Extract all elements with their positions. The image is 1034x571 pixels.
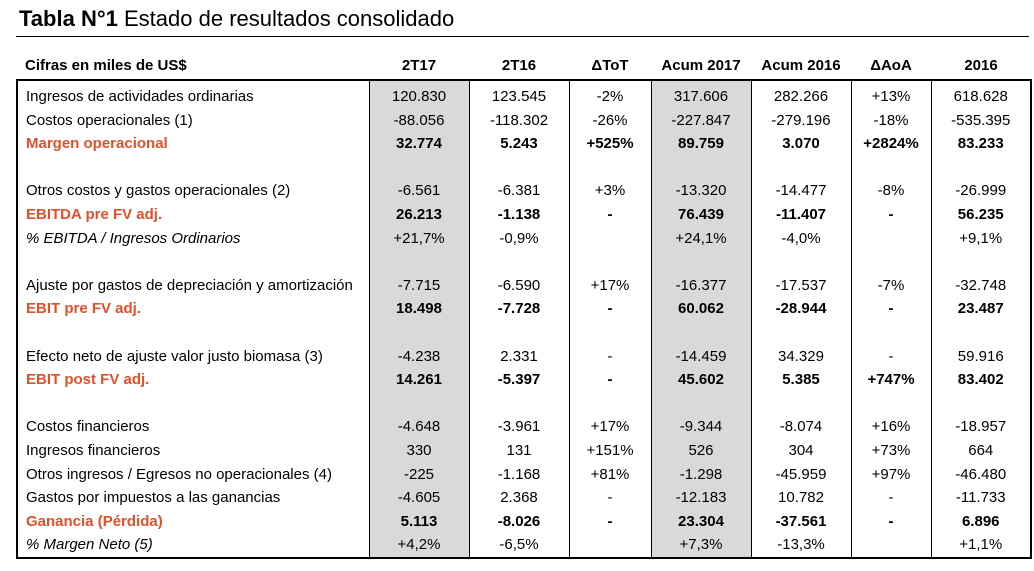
table-row (17, 80, 1031, 109)
cell-value: +21,7% (369, 227, 469, 251)
cell-value (751, 392, 851, 416)
cell-value (851, 533, 931, 558)
table-row (17, 439, 1031, 463)
table-row (17, 203, 1031, 227)
cell-value: -14.459 (651, 345, 751, 369)
cell-value: 23.304 (651, 510, 751, 534)
cell-value (851, 250, 931, 274)
cell-value: -7% (851, 274, 931, 298)
cell-value: 5.113 (369, 510, 469, 534)
cell-value: -4,0% (751, 227, 851, 251)
cell-value (469, 250, 569, 274)
cell-value: -37.561 (751, 510, 851, 534)
cell-value: -4.605 (369, 486, 469, 510)
cell-value: +73% (851, 439, 931, 463)
cell-value: 18.498 (369, 297, 469, 321)
cell-value: -8.026 (469, 510, 569, 534)
row-label: Margen operacional (17, 132, 369, 156)
cell-value: -17.537 (751, 274, 851, 298)
table-title (19, 6, 454, 32)
row-label (17, 250, 369, 274)
table-row (17, 510, 1031, 534)
cell-value: -88.056 (369, 109, 469, 133)
table-row (17, 345, 1031, 369)
cell-value: -32.748 (931, 274, 1031, 298)
cell-value: 304 (751, 439, 851, 463)
table-row (17, 227, 1031, 251)
row-label: EBIT post FV adj. (17, 368, 369, 392)
cell-value: 3.070 (751, 132, 851, 156)
cell-value: - (569, 510, 651, 534)
cell-value: -28.944 (751, 297, 851, 321)
cell-value: 2.368 (469, 486, 569, 510)
table-row (17, 533, 1031, 558)
cell-value (651, 392, 751, 416)
header-2t16: 2T16 (469, 52, 569, 80)
cell-value: 45.602 (651, 368, 751, 392)
row-label: Otros ingresos / Egresos no operacionales (4) (17, 463, 369, 487)
cell-value: -279.196 (751, 109, 851, 133)
cell-value: +4,2% (369, 533, 469, 558)
cell-value (651, 321, 751, 345)
header-2016: 2016 (931, 52, 1031, 80)
cell-value: -1.298 (651, 463, 751, 487)
cell-value: 34.329 (751, 345, 851, 369)
cell-value: -6.590 (469, 274, 569, 298)
cell-value: -11.733 (931, 486, 1031, 510)
cell-value: - (851, 297, 931, 321)
cell-value (469, 392, 569, 416)
cell-value: 26.213 (369, 203, 469, 227)
table-row (17, 274, 1031, 298)
cell-value: 10.782 (751, 486, 851, 510)
cell-value: 618.628 (931, 80, 1031, 109)
cell-value: 14.261 (369, 368, 469, 392)
row-label: % EBITDA / Ingresos Ordinarios (17, 227, 369, 251)
cell-value: - (851, 203, 931, 227)
cell-value: -18% (851, 109, 931, 133)
cell-value (569, 156, 651, 180)
cell-value: +9,1% (931, 227, 1031, 251)
cell-value: -8% (851, 179, 931, 203)
cell-value: +1,1% (931, 533, 1031, 558)
cell-value: 32.774 (369, 132, 469, 156)
cell-value: -12.183 (651, 486, 751, 510)
cell-value: -13,3% (751, 533, 851, 558)
row-label: Efecto neto de ajuste valor justo biomasa (3) (17, 345, 369, 369)
header-row (17, 52, 1031, 80)
table-row (17, 415, 1031, 439)
header-delta-tot: ΔToT (569, 52, 651, 80)
cell-value: - (569, 203, 651, 227)
row-label: Otros costos y gastos operacionales (2) (17, 179, 369, 203)
cell-value: -1.168 (469, 463, 569, 487)
cell-value: +16% (851, 415, 931, 439)
cell-value: -4.238 (369, 345, 469, 369)
cell-value: 83.402 (931, 368, 1031, 392)
row-label: Costos financieros (17, 415, 369, 439)
cell-value: -18.957 (931, 415, 1031, 439)
table-row (17, 297, 1031, 321)
cell-value: -7.715 (369, 274, 469, 298)
header-label: Cifras en miles de US$ (17, 52, 369, 80)
cell-value: - (569, 368, 651, 392)
cell-value: 5.243 (469, 132, 569, 156)
cell-value: -1.138 (469, 203, 569, 227)
cell-value: 5.385 (751, 368, 851, 392)
header-acum-2016: Acum 2016 (751, 52, 851, 80)
cell-value: -3.961 (469, 415, 569, 439)
cell-value: 23.487 (931, 297, 1031, 321)
cell-value: -14.477 (751, 179, 851, 203)
table-row (17, 132, 1031, 156)
row-label (17, 156, 369, 180)
cell-value (469, 321, 569, 345)
cell-value: +17% (569, 415, 651, 439)
row-label: Gastos por impuestos a las ganancias (17, 486, 369, 510)
cell-value (751, 321, 851, 345)
row-label: Costos operacionales (1) (17, 109, 369, 133)
cell-value (851, 392, 931, 416)
cell-value: -4.648 (369, 415, 469, 439)
cell-value: 131 (469, 439, 569, 463)
cell-value: 59.916 (931, 345, 1031, 369)
cell-value (369, 156, 469, 180)
cell-value: +81% (569, 463, 651, 487)
table-row (17, 179, 1031, 203)
cell-value: - (851, 510, 931, 534)
cell-value: -6.381 (469, 179, 569, 203)
row-label: Ganancia (Pérdida) (17, 510, 369, 534)
cell-value: +747% (851, 368, 931, 392)
cell-value (931, 392, 1031, 416)
cell-value: +151% (569, 439, 651, 463)
cell-value: -225 (369, 463, 469, 487)
cell-value: 123.545 (469, 80, 569, 109)
table-body (17, 80, 1031, 558)
cell-value (569, 250, 651, 274)
cell-value (851, 321, 931, 345)
cell-value: +17% (569, 274, 651, 298)
cell-value: - (851, 486, 931, 510)
cell-value: -5.397 (469, 368, 569, 392)
cell-value: 6.896 (931, 510, 1031, 534)
cell-value: -46.480 (931, 463, 1031, 487)
cell-value: 282.266 (751, 80, 851, 109)
cell-value: +7,3% (651, 533, 751, 558)
cell-value: 2.331 (469, 345, 569, 369)
cell-value: -227.847 (651, 109, 751, 133)
cell-value: 664 (931, 439, 1031, 463)
header-2t17: 2T17 (369, 52, 469, 80)
spacer-row (17, 156, 1031, 180)
cell-value (369, 392, 469, 416)
cell-value: - (569, 345, 651, 369)
cell-value: 317.606 (651, 80, 751, 109)
cell-value: - (569, 486, 651, 510)
cell-value: 60.062 (651, 297, 751, 321)
cell-value (651, 156, 751, 180)
cell-value: -2% (569, 80, 651, 109)
cell-value (651, 250, 751, 274)
cell-value (469, 156, 569, 180)
cell-value (569, 533, 651, 558)
row-label: EBIT pre FV adj. (17, 297, 369, 321)
cell-value: -0,9% (469, 227, 569, 251)
cell-value: 526 (651, 439, 751, 463)
row-label (17, 321, 369, 345)
cell-value (931, 156, 1031, 180)
cell-value (569, 321, 651, 345)
cell-value: +13% (851, 80, 931, 109)
cell-value: -8.074 (751, 415, 851, 439)
header-acum-2017: Acum 2017 (651, 52, 751, 80)
cell-value: -9.344 (651, 415, 751, 439)
cell-value (369, 321, 469, 345)
cell-value: -535.395 (931, 109, 1031, 133)
cell-value: +2824% (851, 132, 931, 156)
cell-value (931, 321, 1031, 345)
table-row (17, 486, 1031, 510)
cell-value: -16.377 (651, 274, 751, 298)
spacer-row (17, 392, 1031, 416)
cell-value (569, 227, 651, 251)
table-row (17, 109, 1031, 133)
income-statement-table (16, 52, 1032, 559)
row-label (17, 392, 369, 416)
cell-value: -118.302 (469, 109, 569, 133)
cell-value: -45.959 (751, 463, 851, 487)
cell-value: -6,5% (469, 533, 569, 558)
cell-value: +24,1% (651, 227, 751, 251)
cell-value: 56.235 (931, 203, 1031, 227)
table-number: Tabla N°1 (19, 6, 118, 31)
cell-value (851, 156, 931, 180)
cell-value: +525% (569, 132, 651, 156)
title-divider (16, 36, 1029, 37)
cell-value (569, 392, 651, 416)
row-label: % Margen Neto (5) (17, 533, 369, 558)
cell-value: +97% (851, 463, 931, 487)
cell-value: 330 (369, 439, 469, 463)
row-label: Ingresos de actividades ordinarias (17, 80, 369, 109)
row-label: EBITDA pre FV adj. (17, 203, 369, 227)
cell-value: - (851, 345, 931, 369)
cell-value: -26.999 (931, 179, 1031, 203)
table-title-text: Estado de resultados consolidado (124, 6, 455, 31)
cell-value: -6.561 (369, 179, 469, 203)
row-label: Ingresos financieros (17, 439, 369, 463)
spacer-row (17, 321, 1031, 345)
cell-value: 120.830 (369, 80, 469, 109)
cell-value: -7.728 (469, 297, 569, 321)
row-label: Ajuste por gastos de depreciación y amortización (17, 274, 369, 298)
cell-value: 76.439 (651, 203, 751, 227)
cell-value (751, 250, 851, 274)
cell-value: 89.759 (651, 132, 751, 156)
cell-value (751, 156, 851, 180)
cell-value (931, 250, 1031, 274)
cell-value: +3% (569, 179, 651, 203)
cell-value: - (569, 297, 651, 321)
cell-value: 83.233 (931, 132, 1031, 156)
cell-value (851, 227, 931, 251)
cell-value: -26% (569, 109, 651, 133)
spacer-row (17, 250, 1031, 274)
cell-value: -11.407 (751, 203, 851, 227)
table-row (17, 463, 1031, 487)
table-row (17, 368, 1031, 392)
cell-value (369, 250, 469, 274)
header-delta-aoa: ΔAoA (851, 52, 931, 80)
cell-value: -13.320 (651, 179, 751, 203)
